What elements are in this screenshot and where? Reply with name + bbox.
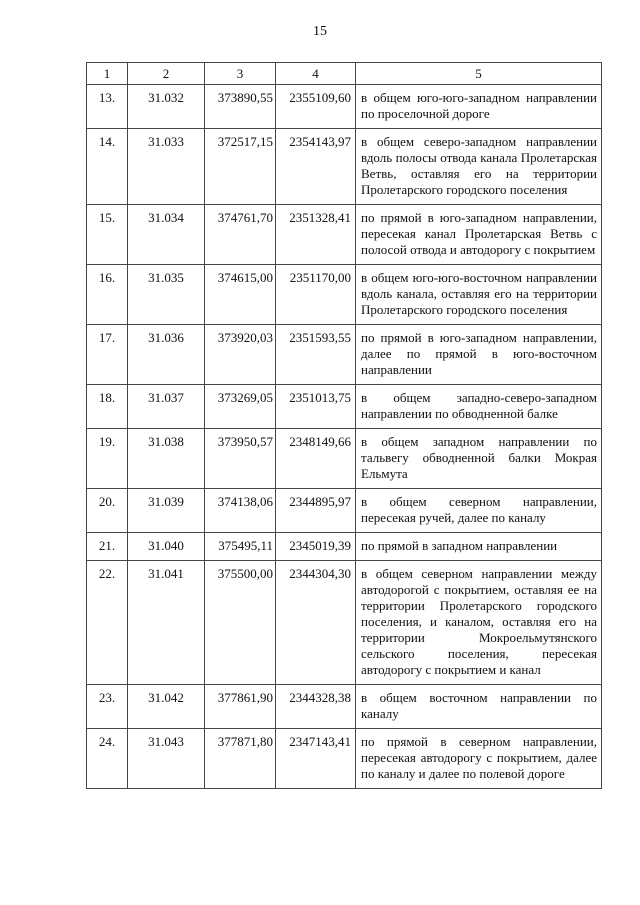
- row-number: 23.: [87, 685, 128, 729]
- coord-x: 377861,90: [205, 685, 276, 729]
- coord-x: 372517,15: [205, 129, 276, 205]
- table-header-row: [87, 63, 602, 85]
- row-number: 21.: [87, 533, 128, 561]
- point-id: 31.037: [128, 385, 205, 429]
- row-number: 24.: [87, 729, 128, 789]
- coord-x: 374138,06: [205, 489, 276, 533]
- point-id: 31.039: [128, 489, 205, 533]
- coord-y: 2348149,66: [276, 429, 356, 489]
- coord-y: 2347143,41: [276, 729, 356, 789]
- boundary-description: в общем западном направлении по тальвегу обводненной балки Мокрая Ельмута: [356, 429, 602, 489]
- row-number: 16.: [87, 265, 128, 325]
- coord-y: 2354143,97: [276, 129, 356, 205]
- coord-y: 2344895,97: [276, 489, 356, 533]
- table-row: [87, 685, 602, 729]
- table-row: [87, 265, 602, 325]
- column-header-1: 1: [87, 63, 128, 85]
- coord-y: 2355109,60: [276, 85, 356, 129]
- point-id: 31.042: [128, 685, 205, 729]
- boundary-description: в общем северном направлении, пересекая ручей, далее по каналу: [356, 489, 602, 533]
- table-row: [87, 729, 602, 789]
- boundary-description: в общем юго-юго-западном направлении по проселочной дороге: [356, 85, 602, 129]
- point-id: 31.034: [128, 205, 205, 265]
- boundary-description: по прямой в западном направлении: [356, 533, 602, 561]
- point-id: 31.041: [128, 561, 205, 685]
- boundary-description: в общем западно-северо-западном направлении по обводненной балке: [356, 385, 602, 429]
- coord-y: 2351013,75: [276, 385, 356, 429]
- column-header-2: 2: [128, 63, 205, 85]
- coord-x: 373269,05: [205, 385, 276, 429]
- table-row: [87, 85, 602, 129]
- coord-x: 373890,55: [205, 85, 276, 129]
- boundary-description: по прямой в юго-западном направлении, пересекая канал Пролетарская Ветвь с полосой отвода и автодорогу с покрытием: [356, 205, 602, 265]
- row-number: 13.: [87, 85, 128, 129]
- point-id: 31.033: [128, 129, 205, 205]
- column-header-5: 5: [356, 63, 602, 85]
- row-number: 17.: [87, 325, 128, 385]
- point-id: 31.038: [128, 429, 205, 489]
- boundary-points-table: [86, 62, 602, 789]
- coord-x: 373950,57: [205, 429, 276, 489]
- coord-y: 2345019,39: [276, 533, 356, 561]
- column-header-3: 3: [205, 63, 276, 85]
- boundary-description: по прямой в северном направлении, пересекая автодорогу с покрытием, далее по каналу и далее по полевой дороге: [356, 729, 602, 789]
- column-header-4: 4: [276, 63, 356, 85]
- boundary-description: по прямой в юго-западном направлении, далее по прямой в юго-восточном направлении: [356, 325, 602, 385]
- table-row: [87, 205, 602, 265]
- table-row: [87, 489, 602, 533]
- table-row: [87, 533, 602, 561]
- table-row: [87, 129, 602, 205]
- table-row: [87, 561, 602, 685]
- row-number: 14.: [87, 129, 128, 205]
- table-row: [87, 429, 602, 489]
- point-id: 31.035: [128, 265, 205, 325]
- coord-y: 2351328,41: [276, 205, 356, 265]
- row-number: 18.: [87, 385, 128, 429]
- coord-x: 375500,00: [205, 561, 276, 685]
- table-row: [87, 385, 602, 429]
- point-id: 31.040: [128, 533, 205, 561]
- coord-x: 374615,00: [205, 265, 276, 325]
- boundary-description: в общем юго-юго-восточном направлении вдоль канала, оставляя его на территории Пролетарского городского поселения: [356, 265, 602, 325]
- coord-y: 2344328,38: [276, 685, 356, 729]
- point-id: 31.036: [128, 325, 205, 385]
- boundary-description: в общем восточном направлении по каналу: [356, 685, 602, 729]
- coord-y: 2344304,30: [276, 561, 356, 685]
- boundary-description: в общем северо-западном направлении вдоль полосы отвода канала Пролетарская Ветвь, оставляя его на территории Пролетарского городского поселения: [356, 129, 602, 205]
- coord-x: 375495,11: [205, 533, 276, 561]
- row-number: 22.: [87, 561, 128, 685]
- page-number: 15: [313, 24, 327, 39]
- point-id: 31.032: [128, 85, 205, 129]
- table-row: [87, 325, 602, 385]
- coord-x: 374761,70: [205, 205, 276, 265]
- point-id: 31.043: [128, 729, 205, 789]
- coord-y: 2351593,55: [276, 325, 356, 385]
- row-number: 15.: [87, 205, 128, 265]
- boundary-description: в общем северном направлении между автодорогой с покрытием, оставляя ее на территории Пролетарского городского поселения, и каналом, оставляя его на территории Мокроельмутянского сельского поселения, пересекая автодорогу с покрытием и канал: [356, 561, 602, 685]
- coord-x: 377871,80: [205, 729, 276, 789]
- coord-y: 2351170,00: [276, 265, 356, 325]
- coord-x: 373920,03: [205, 325, 276, 385]
- row-number: 20.: [87, 489, 128, 533]
- row-number: 19.: [87, 429, 128, 489]
